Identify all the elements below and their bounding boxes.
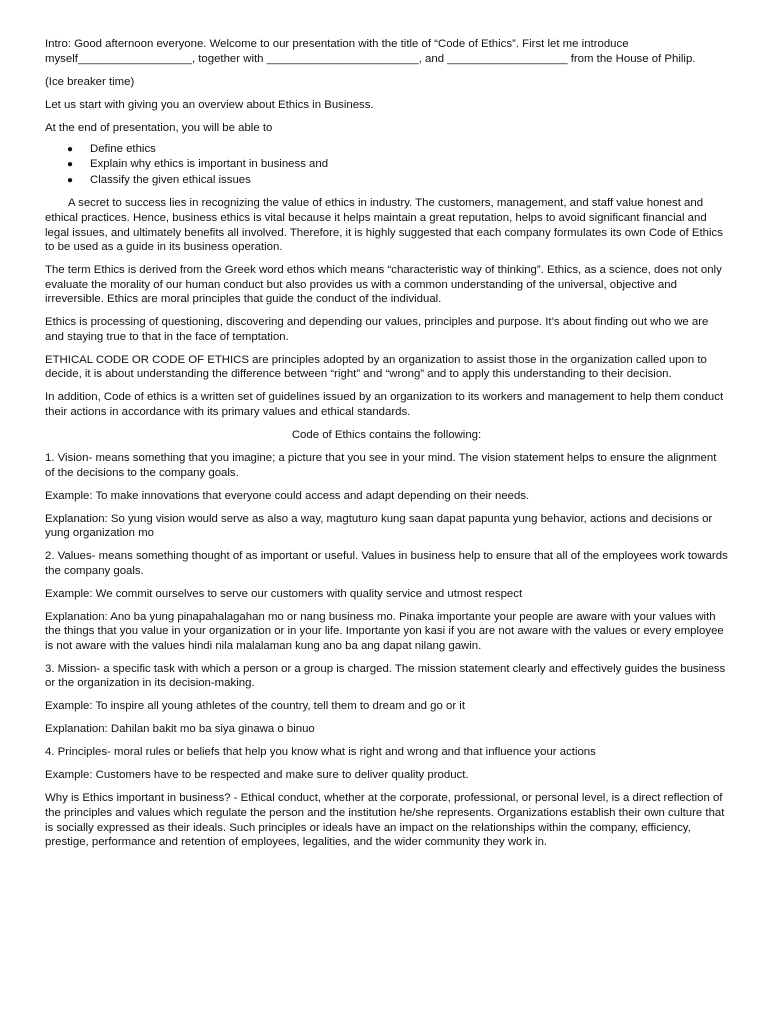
- intro-paragraph: Intro: Good afternoon everyone. Welcome to our presentation with the title of “Code of Ethics”. First let me introduce myself__________________, together with ________________________, and ___________________ from the House of Philip.: [45, 38, 696, 65]
- mission-example: Example: To inspire all young athletes of the country, tell them to dream and go or it: [45, 700, 465, 713]
- objective-text: Define ethics: [90, 142, 156, 155]
- addition-paragraph: In addition, Code of ethics is a written set of guidelines issued by an organization to its workers and management to help them conduct their actions in accordance with its primary values and ethical standards.: [45, 391, 724, 418]
- list-item: [67, 142, 728, 158]
- ethical-code-term: ETHICAL CODE OR CODE OF ETHICS: [45, 353, 249, 366]
- bullet-icon: ●: [67, 174, 74, 186]
- objectives-intro: At the end of presentation, you will be able to: [45, 121, 273, 134]
- mission-paragraph: 3. Mission- a specific task with which a person or a group is charged. The mission statement clearly and effectively guides the business or the organization in its decision-making.: [45, 662, 726, 690]
- overview-paragraph: Let us start with giving you an overview about Ethics in Business.: [45, 98, 374, 111]
- icebreaker-note: (Ice breaker time): [45, 75, 135, 88]
- vision-paragraph: 1. Vision- means something that you imagine; a picture that you see in your mind. The vision statement helps to ensure the alignment of the decisions to the company goals.: [45, 451, 717, 479]
- list-item: [67, 173, 728, 189]
- values-paragraph: 2. Values- means something thought of as important or useful. Values in business help to ensure that all of the employees work towards the company goals.: [45, 550, 728, 577]
- bullet-icon: ●: [67, 159, 74, 171]
- ethics-processing-paragraph: Ethics is processing of questioning, discovering and depending our values, principles and purpose. It’s about finding out who we are and staying true to that in the face of temptation.: [45, 316, 709, 343]
- principles-example: Example: Customers have to be respected and make sure to deliver quality product.: [45, 769, 469, 782]
- ethics-term-paragraph: The term Ethics is derived from the Greek word ethos which means “characteristic way of thinking”. Ethics, as a science, does not only evaluate the morality of our human conduct but also provides us with a common understanding of the universal, objective and irreversible. Ethics are moral principles that guide the conduct of the individual.: [45, 264, 722, 306]
- list-item: [67, 157, 728, 173]
- contains-heading: Code of Ethics contains the following:: [291, 428, 482, 441]
- bullet-icon: ●: [67, 143, 74, 155]
- vision-example: Example: To make innovations that everyone could access and adapt depending on their needs.: [45, 489, 530, 502]
- objectives-list: [45, 142, 728, 189]
- ethical-code-definition: are principles adopted by an organization to assist those in the organization called upon to decide, it is about understanding the difference between “right” and “wrong” and to apply this understanding to their decision.: [45, 353, 707, 381]
- values-explanation: Explanation: Ano ba yung pinapahalagahan mo or nang business mo. Pinaka importante your people are aware with your values with the things that you value in your organization or in your life. Importante yon kasi if you are not aware with the values or every employee is not aware with the values hindi nila malalaman kung ano ba ang dapat nilang gawin.: [45, 610, 724, 652]
- secret-paragraph: A secret to success lies in recognizing the value of ethics in industry. The customers, management, and staff value honest and ethical practices. Hence, business ethics is vital because it helps maintain a great reputation, helps to avoid significant financial and legal issues, and ultimately benefits all involved. Therefore, it is highly suggested that each company formulates its own Code of Ethics to be used as a guide in its business operation.: [45, 197, 723, 254]
- objective-text: Classify the given ethical issues: [90, 173, 251, 186]
- vision-explanation: Explanation: So yung vision would serve as also a way, magtuturo kung saan dapat papunta yung behavior, actions and decisions or yung organization mo: [45, 512, 713, 540]
- values-example: Example: We commit ourselves to serve our customers with quality service and utmost respect: [45, 587, 523, 600]
- ethical-code-paragraph: [45, 353, 728, 382]
- mission-explanation: Explanation: Dahilan bakit mo ba siya ginawa o binuo: [45, 723, 315, 736]
- principles-paragraph: 4. Principles- moral rules or beliefs that help you know what is right and wrong and that influence your actions: [45, 746, 596, 759]
- objective-text: Explain why ethics is important in business and: [90, 158, 329, 171]
- why-important-paragraph: Why is Ethics important in business? - Ethical conduct, whether at the corporate, professional, or personal level, is a direct reflection of the principles and values which regulate the person and the institution he/she represents. Organizations establish their own culture that is socially expressed as their ideals. Such principles or ideals have an impact on the relationships within the company, efficiency, prestige, performance and retention of employees, legalities, and the wider community they work in.: [45, 792, 725, 849]
